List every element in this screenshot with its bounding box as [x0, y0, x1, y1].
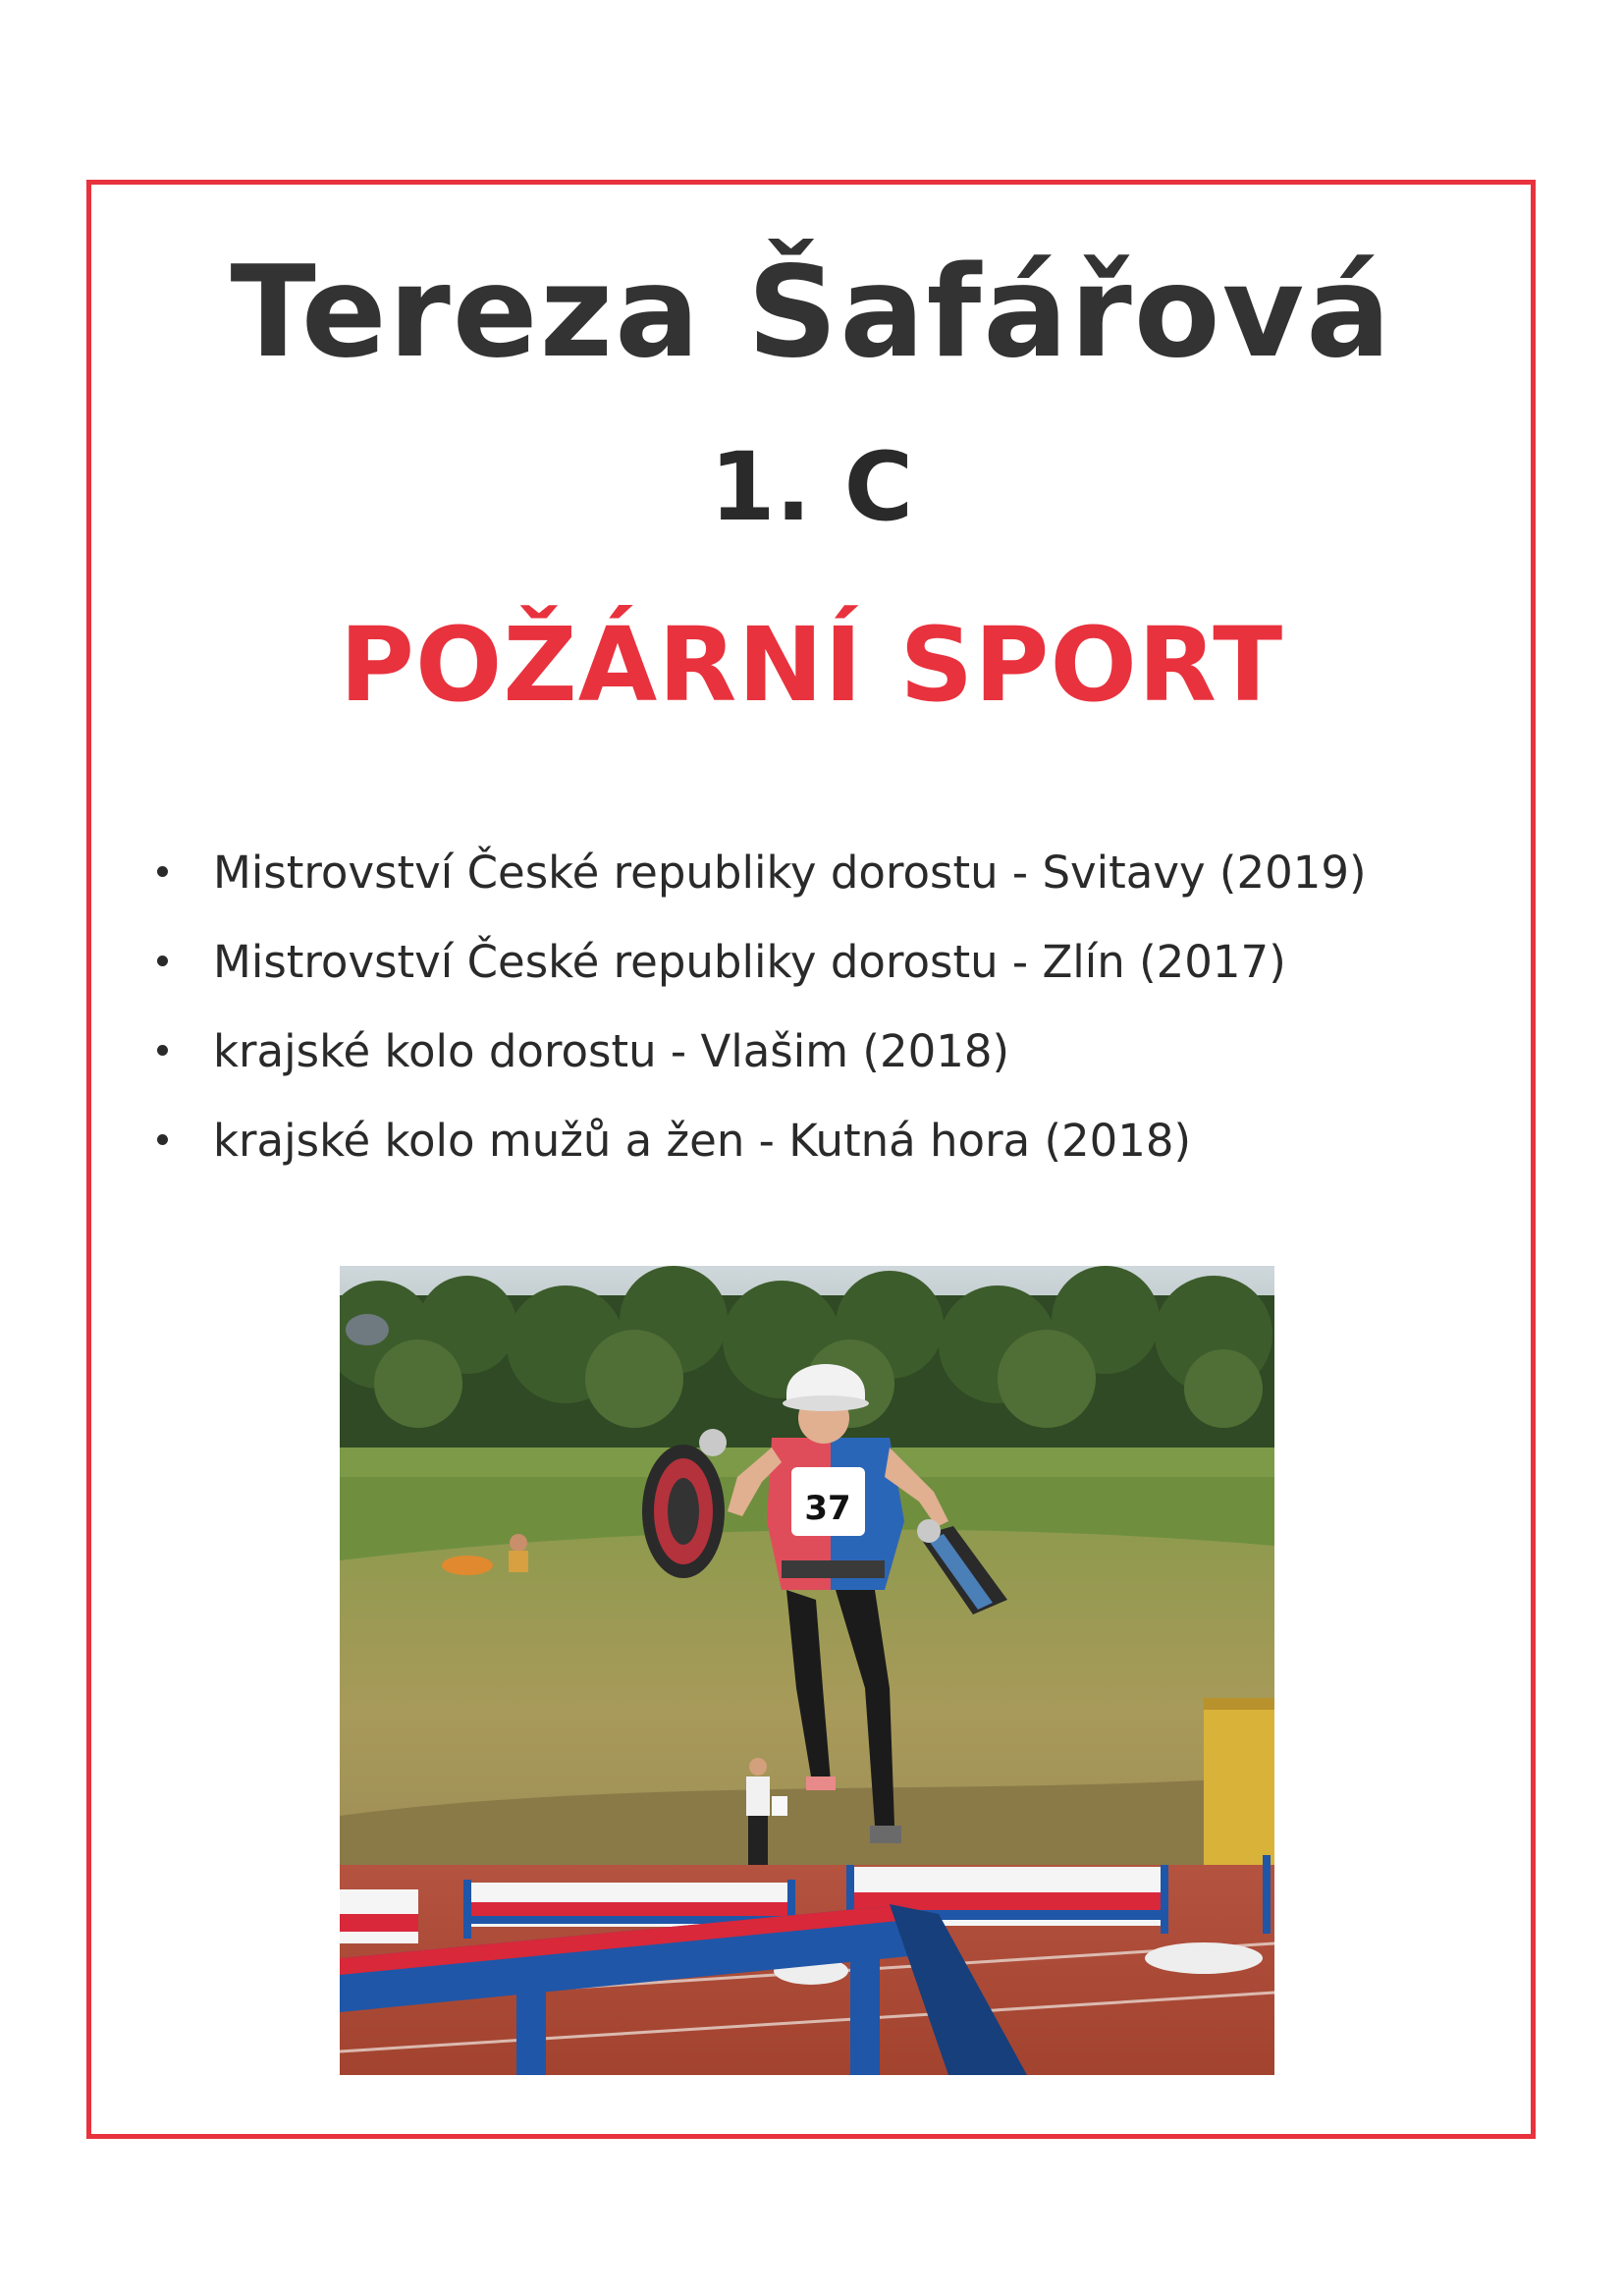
achievement-item — [157, 1113, 1367, 1202]
achievement-text: krajské kolo mužů a žen - Kutná hora (2018) — [213, 1115, 1192, 1167]
achievement-text: krajské kolo dorostu - Vlašim (2018) — [213, 1025, 1010, 1077]
student-class: 1. C — [709, 432, 914, 542]
student-name: Tereza Šafářová — [230, 240, 1393, 386]
sport-title: POŽÁRNÍ SPORT — [339, 605, 1284, 725]
bullet-icon — [157, 866, 168, 877]
achievements-list — [157, 845, 1367, 1202]
achievement-text: Mistrovství České republiky dorostu - Zlín (2017) — [213, 936, 1286, 988]
athlete-bib: 37 — [804, 1489, 851, 1528]
bullet-icon — [157, 956, 168, 966]
achievement-item — [157, 845, 1367, 934]
achievement-item — [157, 934, 1367, 1023]
achievement-item — [157, 1023, 1367, 1113]
bullet-icon — [157, 1045, 168, 1056]
athlete-photo — [340, 1266, 1274, 2075]
achievement-text: Mistrovství České republiky dorostu - Svitavy (2019) — [213, 847, 1367, 899]
bullet-icon — [157, 1134, 168, 1145]
